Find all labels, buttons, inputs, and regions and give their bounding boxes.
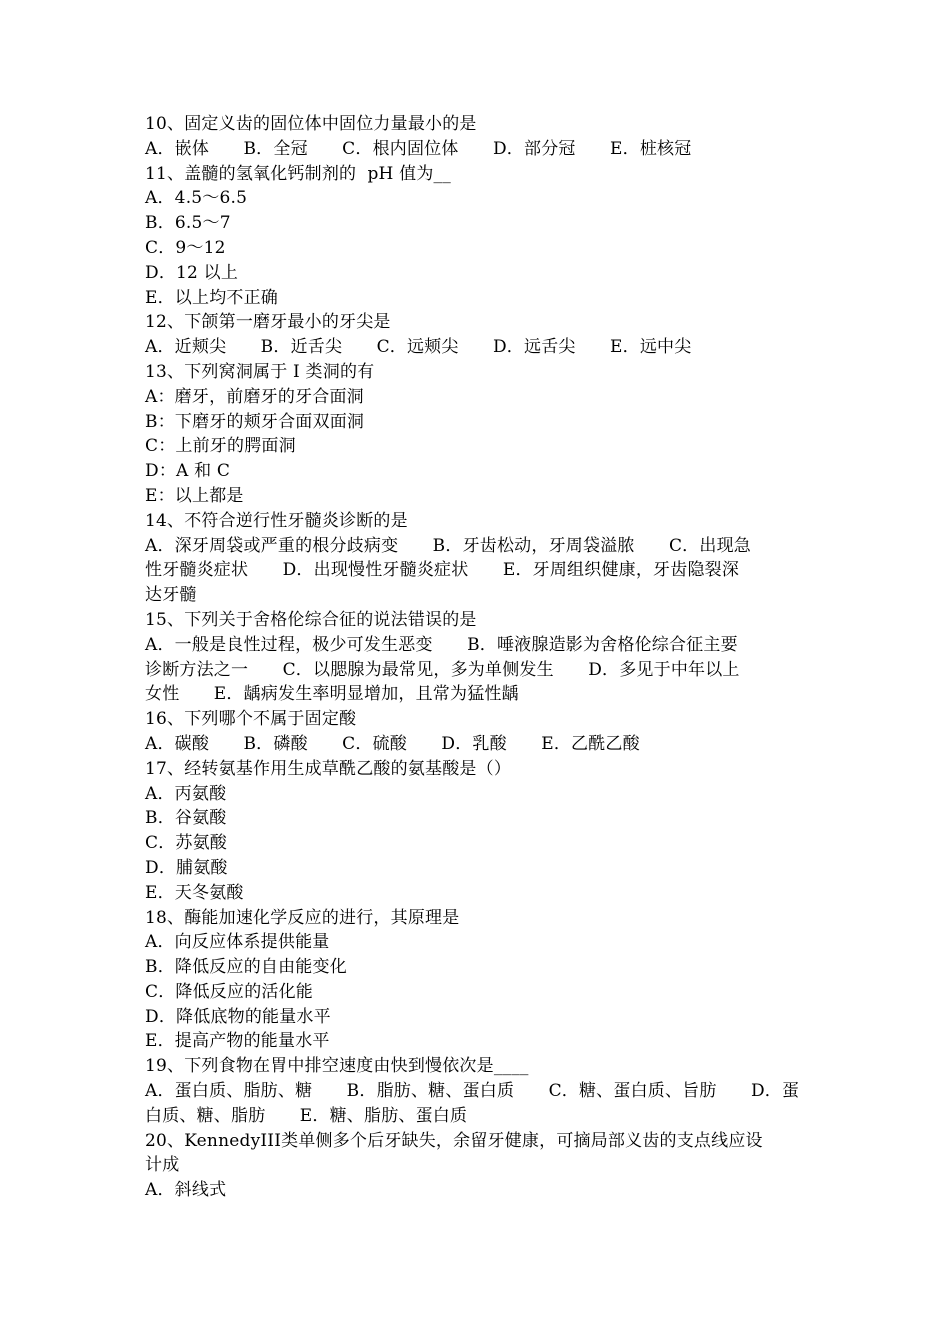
q13-option-b: B：下磨牙的颊牙合面双面洞	[145, 411, 365, 432]
q13-option-e: E：以上都是	[145, 485, 244, 506]
q10-options: A．嵌体 B．全冠 C．根内固位体 D．部分冠 E．桩核冠	[145, 138, 692, 159]
q11-option-c: C．9～12	[145, 237, 226, 258]
q19-options-line-2: 白质、糖、脂肪 E．糖、脂肪、蛋白质	[145, 1105, 468, 1126]
q20-stem-line-1: 20、KennedyIII类单侧多个后牙缺失，余留牙健康，可摘局部义齿的支点线应设	[145, 1130, 763, 1151]
q20-option-a: A．斜线式	[145, 1180, 227, 1201]
q11-option-d: D．12 以上	[145, 262, 239, 283]
q14-options-line-1: A．深牙周袋或严重的根分歧病变 B．牙齿松动，牙周袋溢脓 C．出现急	[145, 535, 751, 556]
q17-option-a: A．丙氨酸	[145, 783, 227, 804]
q17-option-c: C．苏氨酸	[145, 833, 228, 854]
q14-options-line-3: 达牙髓	[145, 585, 197, 606]
q11-option-a: A．4.5～6.5	[145, 188, 248, 209]
q12-stem: 12、下颌第一磨牙最小的牙尖是	[145, 312, 391, 333]
q10-stem: 10、固定义齿的固位体中固位力量最小的是	[145, 114, 477, 134]
q17-stem: 17、经转氨基作用生成草酰乙酸的氨基酸是（）	[145, 758, 512, 779]
q16-stem: 16、下列哪个不属于固定酸	[145, 709, 357, 730]
q13-option-a: A：磨牙，前磨牙的牙合面洞	[145, 386, 364, 407]
q11-option-e: E．以上均不正确	[145, 287, 279, 308]
q19-stem: 19、下列食物在胃中排空速度由快到慢依次是____	[145, 1056, 529, 1077]
q12-options: A．近颊尖 B．近舌尖 C．远颊尖 D．远舌尖 E．远中尖	[145, 337, 692, 358]
q15-options-line-2: 诊断方法之一 C．以腮腺为最常见，多为单侧发生 D．多见于中年以上	[145, 659, 740, 680]
q17-option-b: B．谷氨酸	[145, 808, 227, 829]
q16-options: A．碳酸 B．磷酸 C．硫酸 D．乳酸 E．乙酰乙酸	[145, 733, 640, 754]
q15-options-line-1: A．一般是良性过程，极少可发生恶变 B．唾液腺造影为舍格伦综合征主要	[145, 634, 738, 655]
q17-option-e: E．天冬氨酸	[145, 882, 244, 903]
q15-stem: 15、下列关于舍格伦综合征的说法错误的是	[145, 609, 477, 630]
q18-stem: 18、酶能加速化学反应的进行，其原理是	[145, 907, 460, 928]
q18-option-b: B．降低反应的自由能变化	[145, 957, 347, 978]
q13-stem: 13、下列窝洞属于 I 类洞的有	[145, 361, 375, 382]
document-page	[145, 112, 810, 1203]
q18-option-e: E．提高产物的能量水平	[145, 1031, 330, 1052]
q19-options-line-1: A．蛋白质、脂肪、糖 B．脂肪、糖、蛋白质 C．糖、蛋白质、旨肪 D．蛋	[145, 1081, 800, 1102]
q15-options-line-3: 女性 E．龋病发生率明显增加，且常为猛性龋	[145, 684, 519, 705]
q11-stem: 11、盖髓的氢氧化钙制剂的 pH 值为__	[145, 163, 451, 184]
q17-option-d: D．脯氨酸	[145, 857, 228, 878]
q18-option-c: C．降低反应的活化能	[145, 981, 314, 1002]
q13-option-c: C：上前牙的腭面洞	[145, 436, 296, 457]
q11-option-b: B．6.5～7	[145, 213, 231, 234]
q14-options-line-2: 性牙髓炎症状 D．出现慢性牙髓炎症状 E．牙周组织健康，牙齿隐裂深	[145, 560, 740, 581]
q18-option-d: D．降低底物的能量水平	[145, 1006, 331, 1027]
q20-stem-line-2: 计成	[145, 1155, 180, 1176]
q14-stem: 14、不符合逆行性牙髓炎诊断的是	[145, 510, 408, 531]
q18-option-a: A．向反应体系提供能量	[145, 932, 330, 953]
q13-option-d: D：A 和 C	[145, 461, 231, 482]
